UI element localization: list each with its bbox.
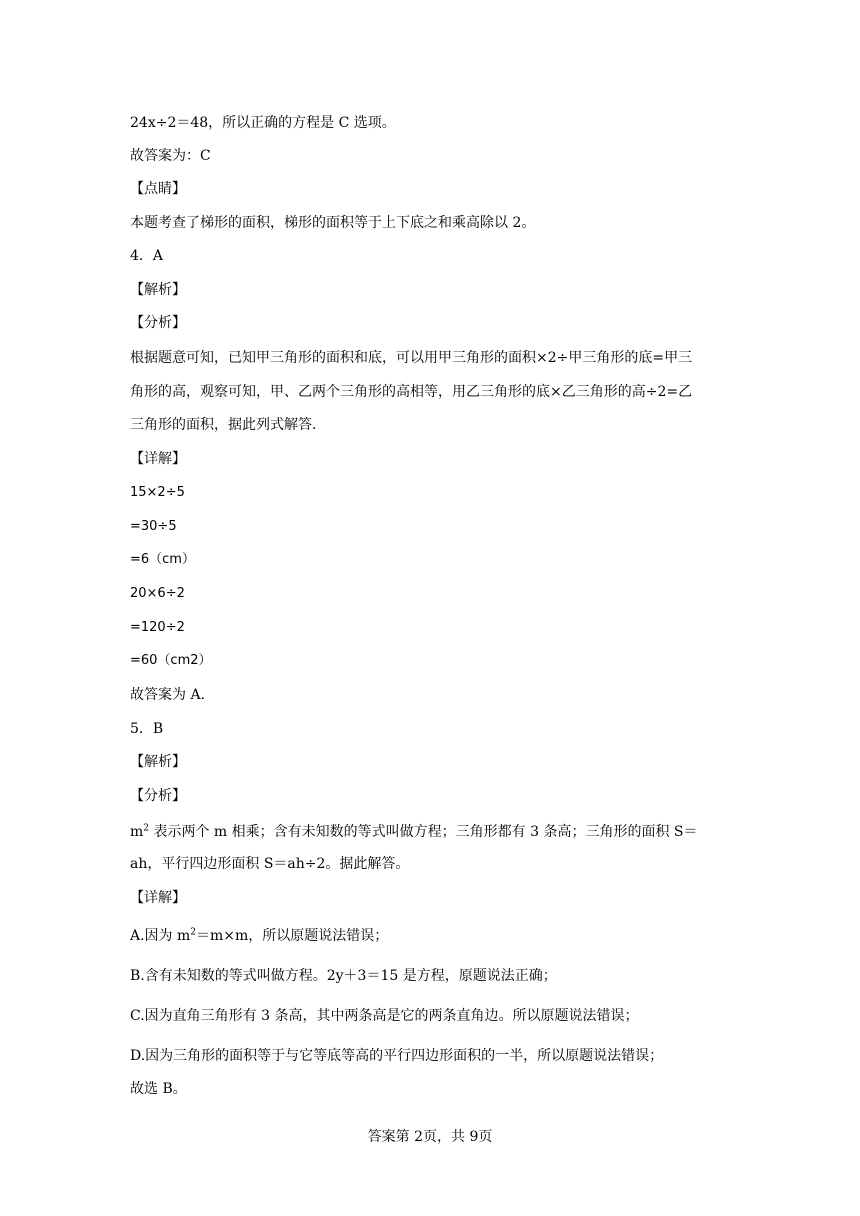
text-line: 角形的高，观察可知，甲、乙两个三角形的高相等，用乙三角形的底×乙三角形的高÷2=乙: [130, 384, 693, 400]
text-line: B.含有未知数的等式叫做方程。2y＋3＝15 是方程，原题说法正确；: [130, 968, 557, 984]
text-segment: 表示两个 m 相乘；含有未知数的等式叫做方程；三角形都有 3 条高；三角形的面积 S＝: [149, 824, 698, 840]
text-line: 故答案为：C: [130, 148, 211, 164]
text-line: 故选 B。: [130, 1081, 187, 1097]
section-label: 【解析】: [130, 754, 186, 770]
text-line: 三角形的面积，据此列式解答.: [130, 417, 317, 433]
question-number: 4．A: [130, 248, 164, 264]
text-line: 本题考查了梯形的面积，梯形的面积等于上下底之和乘高除以 2。: [130, 215, 536, 231]
section-label: 【分析】: [130, 315, 186, 331]
text-segment: m: [130, 824, 144, 840]
section-label: 【分析】: [130, 788, 186, 804]
text-line: 24x÷2＝48，所以正确的方程是 C 选项。: [130, 115, 396, 131]
math-line: =120÷2: [130, 620, 185, 635]
section-label: 【点睛】: [130, 181, 186, 197]
math-line: 20×6÷2: [130, 586, 185, 601]
text-line: 根据题意可知，已知甲三角形的面积和底，可以用甲三角形的面积×2÷甲三角形的底=甲三: [130, 350, 693, 366]
text-line: [130, 823, 698, 841]
math-line: =6（cm）: [130, 552, 195, 567]
section-label: 【解析】: [130, 282, 186, 298]
text-line: ah，平行四边形面积 S＝ah÷2。据此解答。: [130, 856, 410, 872]
text-line: 故答案为 A.: [130, 687, 206, 703]
section-label: 【详解】: [130, 890, 186, 906]
superscript: 2: [143, 823, 150, 834]
math-line: 15×2÷5: [130, 485, 185, 500]
page-footer: 答案第 2页，共 9页: [367, 1129, 493, 1145]
math-line: =30÷5: [130, 519, 177, 534]
text-line: [130, 927, 388, 945]
math-line: =60（cm2）: [130, 653, 212, 668]
section-label: 【详解】: [130, 451, 186, 467]
superscript: 2: [190, 927, 197, 938]
text-line: C.因为直角三角形有 3 条高，其中两条高是它的两条直角边。所以原题说法错误；: [130, 1008, 639, 1024]
text-segment: A.因为 m: [130, 928, 191, 944]
text-line: D.因为三角形的面积等于与它等底等高的平行四边形面积的一半，所以原题说法错误；: [130, 1048, 664, 1064]
question-number: 5．B: [130, 721, 164, 737]
text-segment: ＝m×m，所以原题说法错误；: [196, 928, 389, 944]
